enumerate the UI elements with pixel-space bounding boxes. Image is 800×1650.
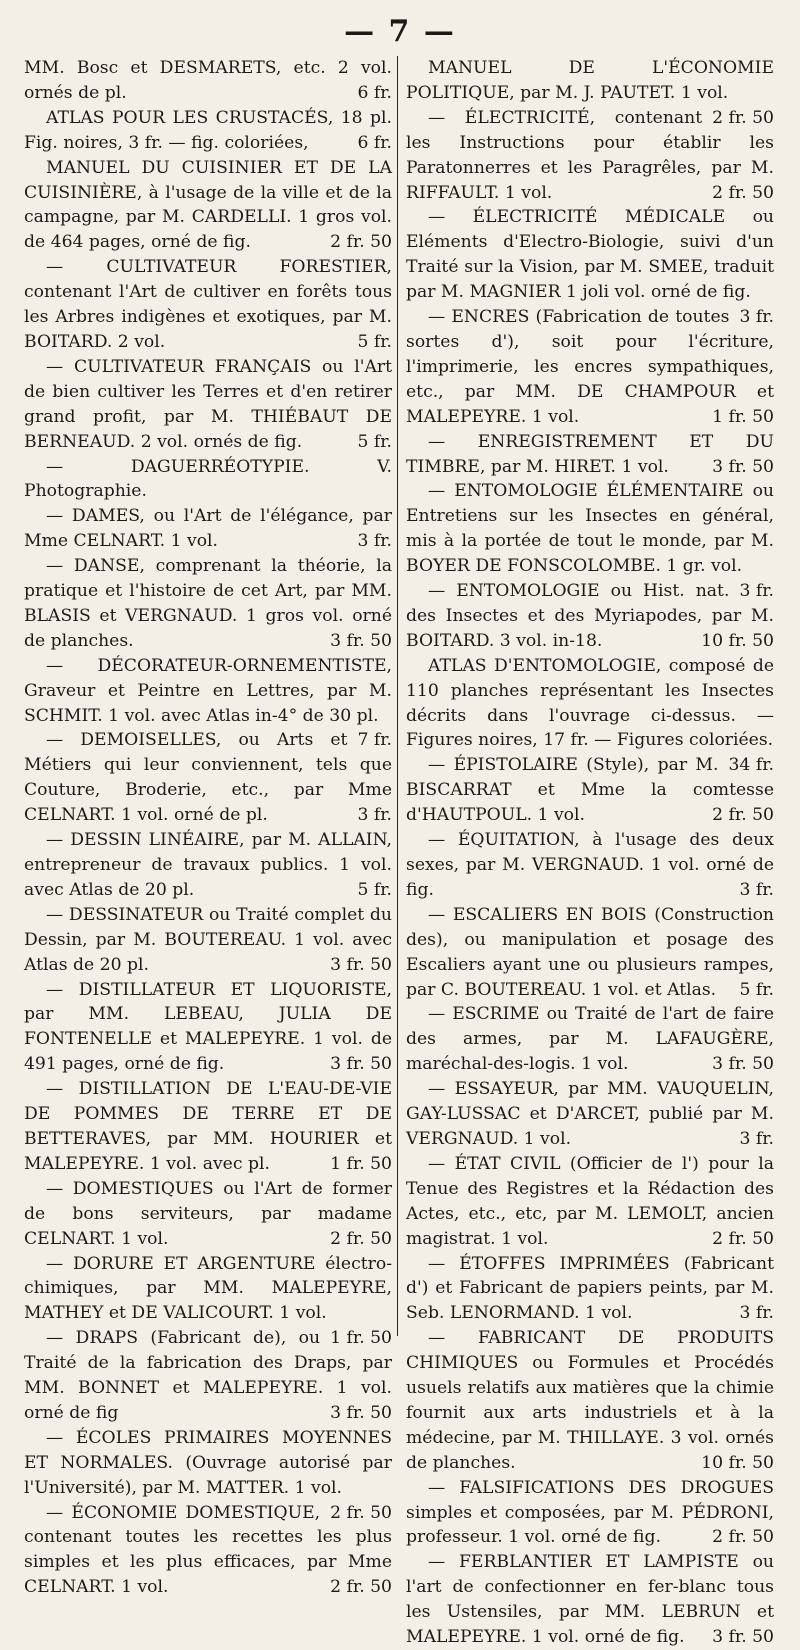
entry-price: 2 fr. 50 <box>712 182 774 203</box>
catalog-entry <box>24 903 392 978</box>
catalog-entry <box>406 1476 774 1551</box>
right-column <box>406 56 774 1650</box>
catalog-entry <box>406 753 774 828</box>
entry-text: — DESSINATEUR ou Traité complet du Dessin, par M. BOUTEREAU. 1 vol. avec Atlas de 20 pl. <box>24 904 392 975</box>
entry-price: 5 fr. <box>357 331 392 352</box>
entry-text: — DAMES, ou l'Art de l'élégance, par Mme CELNART. 1 vol. <box>24 506 392 552</box>
entry-text: — ÉLECTRICITÉ MÉDICALE ou Eléments d'Electro-Biologie, suivi d'un Traité sur la Vision, par M. SMEE, traduit par M. MAGNIER 1 joli vol. orné de fig. <box>406 207 774 303</box>
entry-price: 3 fr. <box>357 531 392 552</box>
entry-text: — DEMOISELLES, ou Arts et Métiers qui leur conviennent, tels que Couture, Broderie, etc., par Mme CELNART. 1 vol. orné de pl. <box>24 730 392 826</box>
catalog-entry <box>406 903 774 1003</box>
entry-text: — ENTOMOLOGIE ou Hist. nat. des Insectes et des Myriapodes, par M. BOITARD. 3 vol. in-18. <box>406 581 774 651</box>
catalog-entry <box>24 1252 392 1349</box>
entry-price: 3 fr. 50 <box>712 1627 774 1648</box>
catalog-entry <box>24 504 392 554</box>
entry-text: — ÉTAT CIVIL (Officier de l') pour la Tenue des Registres et la Rédaction des Actes, etc., etc, par M. LEMOLT, ancien magistrat. 1 vol. <box>406 1153 774 1249</box>
entry-price: 10 fr. 50 <box>701 1452 774 1473</box>
entry-price: 3 fr. <box>739 1128 774 1149</box>
entry-price: 3 fr. <box>739 581 774 602</box>
entry-text: — ÉQUITATION, à l'usage des deux sexes, par M. VERGNAUD. 1 vol. orné de fig. <box>406 830 774 900</box>
entry-text: — FERBLANTIER ET LAMPISTE ou l'art de confectionner en fer-blanc tous les Ustensiles, par MM. LEBRUN et MALEPEYRE. 1 vol. orné de fig. <box>406 1552 774 1648</box>
entry-text: — DÉCORATEUR-ORNEMENTISTE, Graveur et Peintre en Lettres, par M. SCHMIT. 1 vol. avec Atlas in-4° de 30 pl. <box>24 655 392 726</box>
entry-price: 2 fr. 50 <box>712 1527 774 1548</box>
entry-text: — DOMESTIQUES ou l'Art de former de bons serviteurs, par madame CELNART. 1 vol. <box>24 1178 392 1249</box>
catalog-entry <box>406 430 774 480</box>
entry-text: — ENREGISTREMENT ET DU TIMBRE, par M. HIRET. 1 vol. <box>406 431 774 477</box>
catalog-entry <box>406 305 774 430</box>
left-column <box>24 56 392 1600</box>
catalog-entry <box>24 654 392 751</box>
entry-price: 6 fr. <box>357 132 392 153</box>
entry-text: — CULTIVATEUR FORESTIER, contenant l'Art de cultiver en forêts tous les Arbres indigènes et exotiques, par M. BOITARD. 2 vol. <box>24 257 392 352</box>
entry-text: — ESSAYEUR, par MM. VAUQUELIN, GAY-LUSSAC et D'ARCET, publié par M. VERGNAUD. 1 vol. <box>406 1079 774 1149</box>
catalog-entry <box>24 728 392 828</box>
entry-text: — DISTILLATEUR ET LIQUORISTE, par MM. LEBEAU, JULIA DE FONTENELLE et MALEPEYRE. 1 vol. de 491 pages, orné de fig. <box>24 979 392 1075</box>
catalog-entry <box>24 106 392 156</box>
entry-price: 1 fr. 50 <box>712 406 774 427</box>
entry-text: — ÉLECTRICITÉ, contenant les Instructions pour établir les Paratonnerres et les Paragrêles, par M. RIFFAULT. 1 vol. <box>406 107 774 203</box>
catalog-entry <box>406 479 774 602</box>
catalog-entry <box>24 1077 392 1177</box>
entry-text: ATLAS D'ENTOMOLOGIE, composé de 110 planches représentant les Insectes décrits dans l'ouvrage ci-dessus. — Figures noires, 17 fr. — Figures coloriées. <box>406 655 774 751</box>
catalog-entry <box>406 56 774 128</box>
entry-price: 3 fr. 50 <box>712 456 774 477</box>
catalog-entry <box>24 554 392 654</box>
entry-price: 5 fr. <box>739 979 774 1000</box>
catalog-entry <box>406 1252 774 1327</box>
entry-text: — ENTOMOLOGIE ÉLÉMENTAIRE ou Entretiens sur les Insectes en général, mis à la portée de tout le monde, par M. BOYER DE FONSCOLOMBE. 1 gr. vol. <box>406 481 774 577</box>
entry-text: — FABRICANT DE PRODUITS CHIMIQUES ou Formules et Procédés usuels relatifs aux matières que la chimie fournit aux arts industriels et à la médecine, par M. THILLAYE. 3 vol. ornés de planches. <box>406 1328 774 1473</box>
entry-text: — ENCRES (Fabrication de toutes sortes d'), soit pour l'écriture, l'imprimerie, les encres sympathiques, etc., par MM. DE CHAMPOUR et MALEPEYRE. 1 vol. <box>406 307 774 427</box>
entry-text: — DISTILLATION DE L'EAU-DE-VIE DE POMMES DE TERRE ET DE BETTERAVES, par MM. HOURIER et MALEPEYRE. 1 vol. avec pl. <box>24 1079 392 1174</box>
entry-price: 3 fr. <box>739 307 774 328</box>
entry-text: — ESCALIERS EN BOIS (Construction des), ou manipulation et posage des Escaliers ayant une ou plusieurs rampes, par C. BOUTEREAU. 1 vol. et Atlas. <box>406 904 774 1000</box>
entry-text: — CULTIVATEUR FRANÇAIS ou l'Art de bien cultiver les Terres et d'en retirer grand profit, par M. THIÉBAUT DE BERNEAUD. 2 vol. ornés de fig. <box>24 356 392 452</box>
entry-price: 3 fr. <box>357 805 392 826</box>
entry-price: 1 fr. 50 <box>330 1153 392 1174</box>
entry-price: 7 fr. <box>357 730 392 751</box>
catalog-entry <box>406 654 774 776</box>
entry-text: MANUEL DU CUISINIER ET DE LA CUISINIÈRE, à l'usage de la ville et de la campagne, par M. CARDELLI. 1 gros vol. de 464 pages, orné de fig. <box>24 157 392 253</box>
entry-price: 3 fr. <box>739 879 774 900</box>
entry-text: ATLAS POUR LES CRUSTACÉS, 18 pl. Fig. noires, 3 fr. — fig. coloriées, <box>24 107 392 153</box>
catalog-entry <box>24 355 392 455</box>
catalog-entry <box>24 828 392 903</box>
entry-price: 34 fr. <box>728 755 774 776</box>
entry-text: — DORURE ET ARGENTURE électro-chimiques, par MM. MALEPEYRE, MATHEY et DE VALICOURT. 1 vol. <box>24 1253 392 1324</box>
entry-price: 3 fr. 50 <box>330 954 392 975</box>
entry-text: — ÉPISTOLAIRE (Style), par M. BISCARRAT et Mme la comtesse d'HAUTPOUL. 1 vol. <box>406 755 774 826</box>
entry-text: MM. Bosc et DESMARETS, etc. 2 vol. ornés de pl. <box>24 58 392 103</box>
catalog-entry <box>406 1002 774 1077</box>
entry-price: 2 fr. 50 <box>330 1228 392 1249</box>
entry-text: — DESSIN LINÉAIRE, par M. ALLAIN, entrepreneur de travaux publics. 1 vol. avec Atlas de 20 pl. <box>24 830 392 900</box>
catalog-entry <box>24 156 392 256</box>
entry-price: 2 fr. 50 <box>330 232 392 253</box>
entry-price: 5 fr. <box>357 879 392 900</box>
catalog-entry <box>406 828 774 903</box>
catalog-entry <box>24 978 392 1078</box>
entry-text: — ÉCOLES PRIMAIRES MOYENNES ET NORMALES. (Ouvrage autorisé par l'Université), par M. MATTER. 1 vol. <box>24 1427 392 1498</box>
catalog-entry <box>406 205 774 328</box>
entry-price: 5 fr. <box>357 431 392 452</box>
column-divider <box>397 56 398 1336</box>
page-number: — 7 — <box>344 14 456 49</box>
entry-text: — FALSIFICATIONS DES DROGUES simples et composées, par M. PÉDRONI, professeur. 1 vol. orné de fig. <box>406 1477 774 1548</box>
entry-price: 6 fr. <box>357 82 392 103</box>
entry-price: 3 fr. 50 <box>330 630 392 651</box>
entry-text: — ÉTOFFES IMPRIMÉES (Fabricant d') et Fabricant de papiers peints, par M. Seb. LENORMAND. 1 vol. <box>406 1253 774 1324</box>
entry-text: — DAGUERRÉOTYPIE. V. Photographie. <box>24 456 392 502</box>
entry-text: MANUEL DE L'ÉCONOMIE POLITIQUE, par M. J. PAUTET. 1 vol. <box>406 58 774 103</box>
catalog-entry <box>24 1426 392 1523</box>
catalog-entry <box>406 1077 774 1152</box>
catalog-entry <box>24 56 392 106</box>
catalog-entry <box>406 1152 774 1252</box>
entry-text: — ESCRIME ou Traité de l'art de faire des armes, par M. LAFAUGÈRE, maréchal-des-logis. 1 vol. <box>406 1004 774 1075</box>
catalog-entry <box>24 1177 392 1252</box>
entry-price: 2 fr. 50 <box>712 107 774 128</box>
entry-price: 3 fr. <box>739 1303 774 1324</box>
entry-price: 3 fr. 50 <box>330 1054 392 1075</box>
entry-price: 1 fr. 50 <box>330 1328 392 1349</box>
entry-text: — ÉCONOMIE DOMESTIQUE, contenant toutes les recettes les plus simples et les plus efficaces, par Mme CELNART. 1 vol. <box>24 1502 392 1598</box>
catalog-entry <box>406 1326 774 1475</box>
entry-price: 3 fr. 50 <box>712 1054 774 1075</box>
catalog-entry <box>406 1550 774 1650</box>
entry-price: 3 fr. 50 <box>330 1402 392 1423</box>
catalog-entry <box>24 455 392 505</box>
entry-price: 2 fr. 50 <box>712 1228 774 1249</box>
entry-price: 2 fr. 50 <box>712 805 774 826</box>
catalog-entry <box>24 255 392 355</box>
entry-price: 2 fr. 50 <box>330 1502 392 1523</box>
entry-price: 2 fr. 50 <box>330 1577 392 1598</box>
entry-text: — DRAPS (Fabricant de), ou Traité de la fabrication des Draps, par MM. BONNET et MALEPEYRE. 1 vol. orné de fig <box>24 1328 392 1423</box>
entry-text: — DANSE, comprenant la théorie, la pratique et l'histoire de cet Art, par MM. BLASIS et VERGNAUD. 1 gros vol. orné de planches. <box>24 556 392 651</box>
catalog-entry <box>406 579 774 654</box>
entry-price: 10 fr. 50 <box>701 630 774 651</box>
